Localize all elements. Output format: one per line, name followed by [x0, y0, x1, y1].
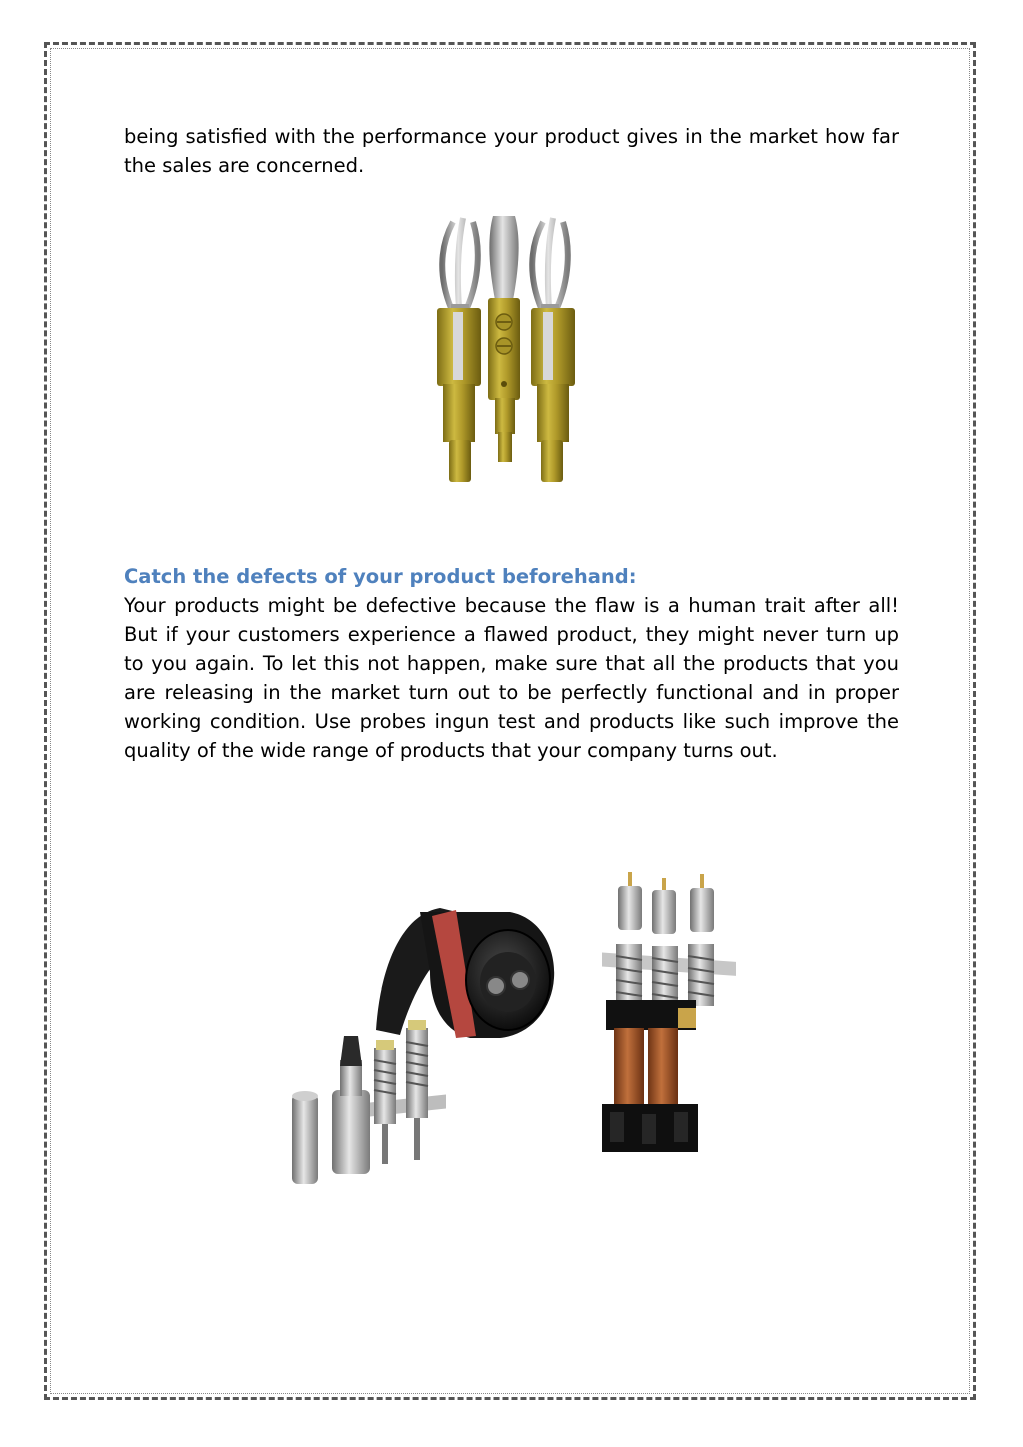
section-heading: Catch the defects of your product beforehand:	[124, 565, 637, 588]
intro-paragraph: being satisfied with the performance your product gives in the market how far the sales are concerned.	[124, 125, 899, 177]
left-probe	[437, 218, 481, 482]
probe-assortment-image	[280, 860, 742, 1192]
right-probe	[531, 218, 575, 482]
sleeve-parts	[292, 1036, 370, 1184]
section-paragraph: Your products might be defective because the flaw is a human trait after all! But if your customers experience a flawed product, they might never turn up to you again. To let this not happen, make sure that all the products that you are releasing in the market turn out to be perfectly functional and in proper working condition. Use probes ingun test and products like such improve the quality of the wide range of products that your company turns out.	[124, 594, 899, 762]
middle-probe	[488, 216, 520, 462]
section-block	[124, 562, 899, 765]
copper-probe-block	[602, 872, 736, 1152]
spring-probes-small	[370, 1020, 446, 1164]
intro-block	[124, 122, 899, 180]
connector-housing	[376, 908, 554, 1038]
brass-probes-image	[425, 208, 585, 490]
